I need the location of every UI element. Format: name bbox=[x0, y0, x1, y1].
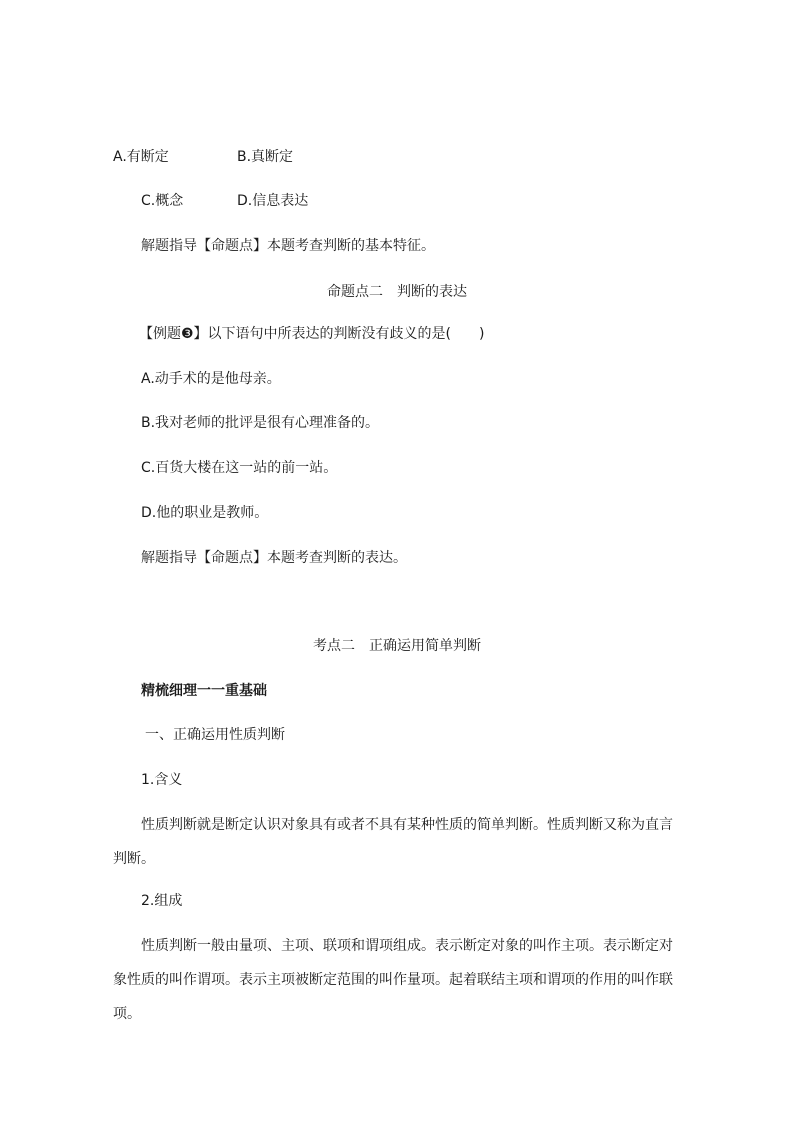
solution-hint-2: 解题指导【命题点】本题考查判断的表达。 bbox=[141, 550, 407, 566]
review-heading: 精梳细理一一重基础 bbox=[141, 683, 267, 699]
option-b-q3: B.我对老师的批评是很有心理准备的。 bbox=[141, 415, 380, 431]
meaning-text: 性质判断就是断定认识对象具有或者不具有某种性质的简单判断。性质判断又称为直言判断。 bbox=[113, 817, 673, 867]
subsection-heading: 一、正确运用性质判断 bbox=[145, 727, 285, 743]
section-heading-proposition-2: 命题点二 判断的表达 bbox=[327, 284, 467, 300]
option-c-q1: C.概念 bbox=[141, 193, 184, 209]
composition-paragraph bbox=[113, 929, 678, 1031]
option-d-q3: D.他的职业是教师。 bbox=[141, 505, 269, 521]
option-a-q1: A.有断定 bbox=[113, 149, 169, 165]
option-c-q3: C.百货大楼在这一站的前一站。 bbox=[141, 460, 338, 476]
option-b-q1: B.真断定 bbox=[237, 149, 294, 165]
composition-heading: 2.组成 bbox=[141, 893, 183, 909]
exam-point-heading: 考点二 正确运用简单判断 bbox=[313, 638, 481, 654]
example-question: 【例题❸】以下语句中所表达的判断没有歧义的是( ) bbox=[139, 326, 485, 342]
composition-text: 性质判断一般由量项、主项、联项和谓项组成。表示断定对象的叫作主项。表示断定对象性质的叫作谓项。表示主项被断定范围的叫作量项。起着联结主项和谓项的作用的叫作联项。 bbox=[113, 938, 673, 1022]
option-a-q3: A.动手术的是他母亲。 bbox=[141, 371, 281, 387]
option-d-q1: D.信息表达 bbox=[237, 193, 309, 209]
solution-hint: 解题指导【命题点】本题考查判断的基本特征。 bbox=[141, 238, 435, 254]
meaning-heading: 1.含义 bbox=[141, 772, 183, 788]
meaning-paragraph bbox=[113, 808, 678, 876]
